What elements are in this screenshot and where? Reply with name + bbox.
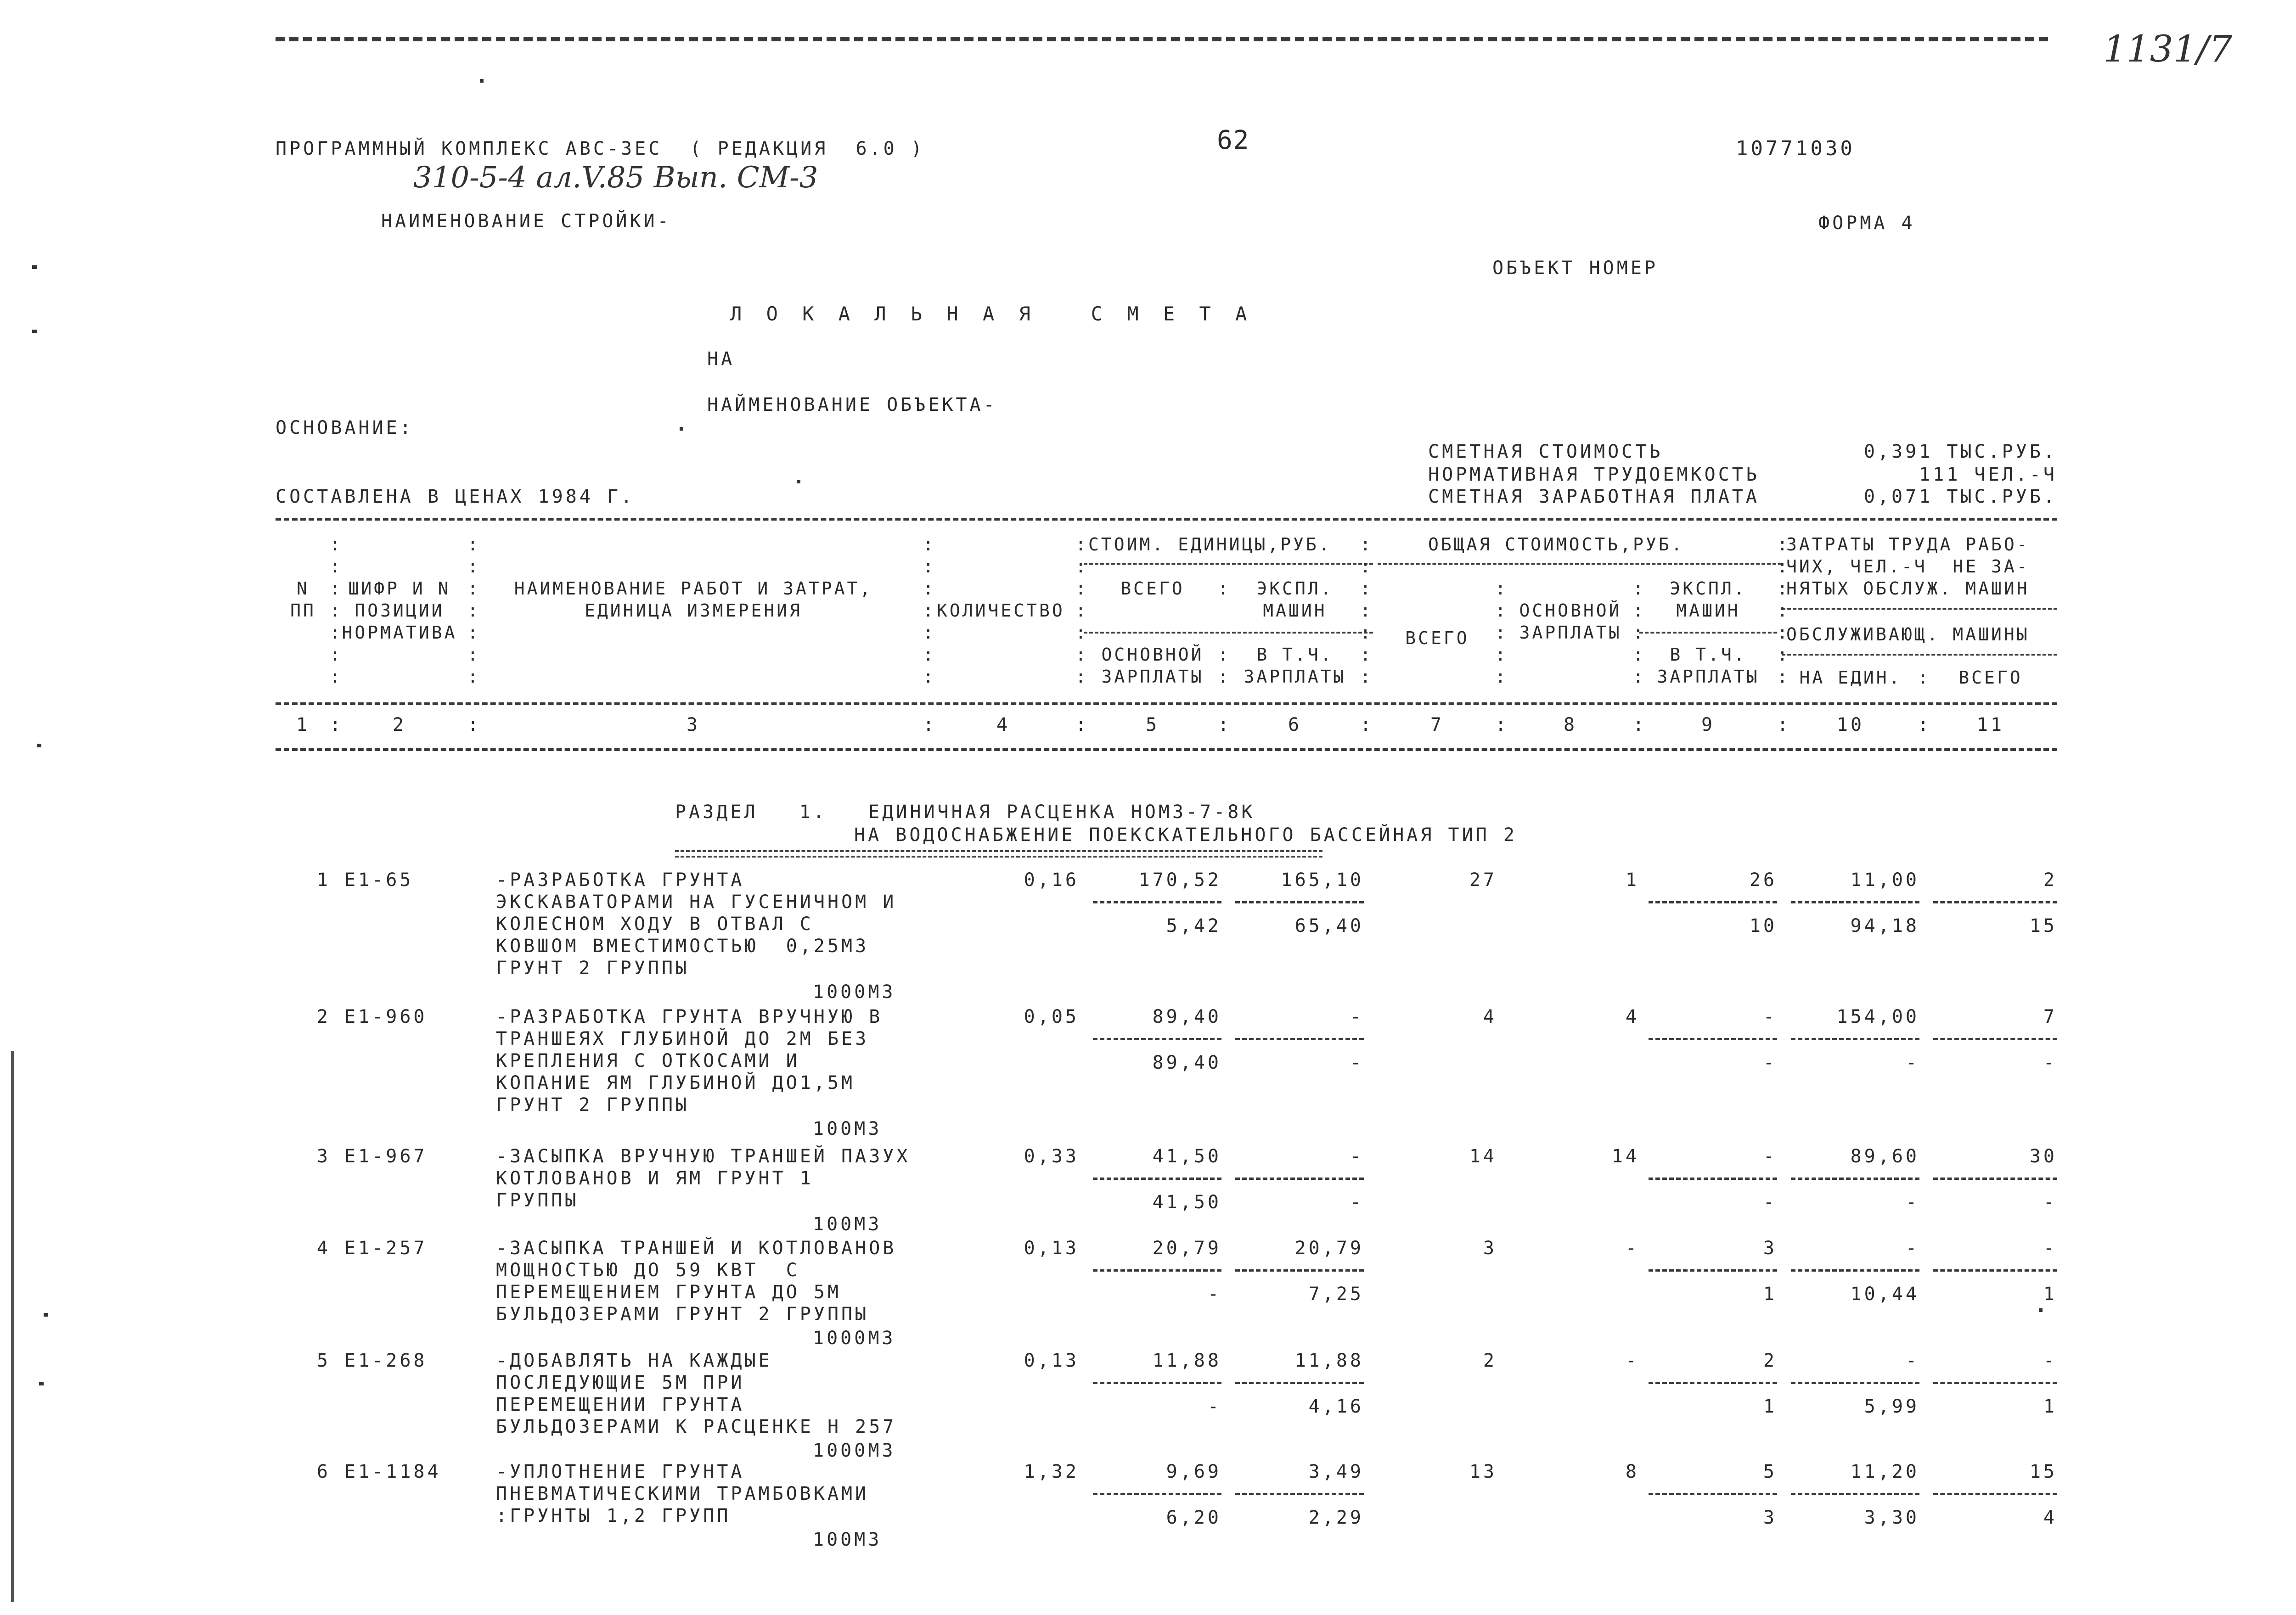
col-separators-8: : : : : : <box>1633 578 1646 687</box>
row-code: Е1-960 <box>344 1006 428 1027</box>
row-code: Е1-1184 <box>344 1461 441 1482</box>
row-subrule <box>1093 1269 1221 1272</box>
row-unit: 100М3 <box>813 1214 882 1235</box>
document-title: Л О К А Л Ь Н А Я С М Е Т А <box>730 303 1254 325</box>
row-subrule <box>1649 1382 1777 1384</box>
row-unit-machine: 11,88 <box>1294 1350 1364 1371</box>
row-labor-unit-b: 3,30 <box>1864 1507 1919 1528</box>
page-number: 62 <box>1217 125 1250 155</box>
row-total-wage: - <box>1625 1350 1639 1371</box>
row-unit-wage: 89,40 <box>1152 1052 1221 1073</box>
col-header-9a: ЭКСПЛ. МАШИН <box>1670 578 1747 621</box>
col-header-qty: КОЛИЧЕСТВО <box>937 600 1065 621</box>
row-labor-total: 2 <box>2043 869 2057 891</box>
header-rule-mid <box>276 702 2057 705</box>
row-unit-machine-wage: - <box>1350 1052 1364 1073</box>
col-number: 9 <box>1701 714 1716 735</box>
col-number: 4 <box>996 714 1011 735</box>
row-labor-total: - <box>2043 1350 2057 1371</box>
row-subrule <box>1933 1493 2057 1495</box>
row-labor-unit-b: 5,99 <box>1864 1396 1919 1417</box>
col-number: 6 <box>1288 714 1302 735</box>
row-unit: 100М3 <box>813 1529 882 1550</box>
row-total: 27 <box>1469 869 1497 891</box>
row-subrule <box>1235 1038 1364 1040</box>
row-labor-total-b: 1 <box>2043 1284 2057 1305</box>
col-number: 10 <box>1836 714 1865 735</box>
scan-speck <box>32 265 37 269</box>
row-labor-total: 7 <box>2043 1006 2057 1027</box>
row-code: Е1-967 <box>344 1146 428 1167</box>
col-number-separators: : <box>1075 714 1090 735</box>
col-number-separators: : <box>1777 714 1791 735</box>
document-number: 10771030 <box>1736 137 1855 160</box>
row-unit-machine-wage: 7,25 <box>1308 1284 1364 1305</box>
row-unit-machine: 20,79 <box>1294 1238 1364 1259</box>
row-unit-machine-wage: 4,16 <box>1308 1396 1364 1417</box>
row-unit-machine: - <box>1350 1146 1364 1167</box>
column-numbers-row <box>0 714 2296 741</box>
row-subrule <box>1791 901 1919 903</box>
row-total-wage: 14 <box>1611 1146 1639 1167</box>
row-number: 6 <box>316 1461 331 1482</box>
row-unit-total: 170,52 <box>1138 869 1221 891</box>
row-subrule <box>1649 1493 1777 1495</box>
row-total-machine-wage: - <box>1763 1052 1777 1073</box>
prices-label: СОСТАВЛЕНА В ЦЕНАХ 1984 Г. <box>276 486 635 507</box>
row-number: 4 <box>316 1238 331 1259</box>
row-unit-total: 9,69 <box>1166 1461 1221 1482</box>
col-number: 3 <box>686 714 701 735</box>
row-total-machine-wage: - <box>1763 1192 1777 1213</box>
row-labor-total-b: 4 <box>2043 1507 2057 1528</box>
row-subrule <box>1235 1269 1364 1272</box>
header-rule-top <box>276 518 2057 521</box>
row-subrule <box>1235 1178 1364 1180</box>
col-number-separators: : <box>1495 714 1509 735</box>
object-number-label: ОБЪЕКТ НОМЕР <box>1492 258 1658 279</box>
top-dash-row <box>276 37 2048 41</box>
section-underline <box>675 850 1322 858</box>
row-total-machine: 26 <box>1749 869 1777 891</box>
col-number: 7 <box>1430 714 1445 735</box>
subrule-machine <box>1639 632 1777 634</box>
row-subrule <box>1649 901 1777 903</box>
col-separators-7: : : : : : <box>1495 578 1508 687</box>
summary-value-cost: 0,391 ТЫС.РУБ. <box>1863 441 2057 462</box>
col-number-separators: : <box>467 714 482 735</box>
col-number-separators: : <box>1633 714 1647 735</box>
row-description: -УПЛОТНЕНИЕ ГРУНТА ПНЕВМАТИЧЕСКИМИ ТРАМБОВКАМИ :ГРУНТЫ 1,2 ГРУПП <box>496 1461 869 1526</box>
summary-label-wage: СМЕТНАЯ ЗАРАБОТНАЯ ПЛАТА <box>1428 486 1760 507</box>
col-number: 2 <box>392 714 407 735</box>
row-description: -РАЗРАБОТКА ГРУНТА ЭКСКАВАТОРАМИ НА ГУСЕНИЧНОМ И КОЛЕСНОМ ХОДУ В ОТВАЛ С КОВШОМ ВМЕСТИМОСТЬЮ 0,25М3 ГРУНТ 2 ГРУППЫ <box>496 869 897 979</box>
row-total: 4 <box>1483 1006 1497 1027</box>
summary-label-cost: СМЕТНАЯ СТОИМОСТЬ <box>1428 441 1663 462</box>
scan-speck <box>39 1382 44 1385</box>
program-title: ПРОГРАММНЫЙ КОМПЛЕКС АВС-3ЕС ( РЕДАКЦИЯ 6.0 ) <box>276 138 925 159</box>
summary-value-labor: 111 ЧЕЛ.-Ч <box>1919 464 2057 485</box>
row-subrule <box>1093 1038 1221 1040</box>
row-quantity: 0,13 <box>1024 1238 1079 1259</box>
row-unit-total: 89,40 <box>1152 1006 1221 1027</box>
row-quantity: 0,16 <box>1024 869 1079 891</box>
col-header-name: НАИМЕНОВАНИЕ РАБОТ И ЗАТРАТ, ЕДИНИЦА ИЗМЕРЕНИЯ <box>514 578 873 621</box>
row-number: 3 <box>316 1146 331 1167</box>
row-total-machine-wage: 10 <box>1749 915 1777 936</box>
row-unit-machine-wage: - <box>1350 1192 1364 1213</box>
row-subrule <box>1093 901 1221 903</box>
scan-left-edge <box>11 1051 14 1602</box>
row-subrule <box>1093 1178 1221 1180</box>
row-labor-unit: - <box>1905 1350 1919 1371</box>
col-header-totalcost: ОБЩАЯ СТОИМОСТЬ,РУБ. <box>1428 534 1684 555</box>
row-unit-wage: 6,20 <box>1166 1507 1221 1528</box>
section-subheading: НА ВОДОСНАБЖЕНИЕ ПОЕКСКАТЕЛЬНОГО БАССЕЙНАЯ ТИП 2 <box>854 824 1517 846</box>
row-quantity: 1,32 <box>1024 1461 1079 1482</box>
scan-speck <box>480 79 484 83</box>
col-header-6a: ЭКСПЛ. МАШИН <box>1256 578 1334 621</box>
row-quantity: 0,33 <box>1024 1146 1079 1167</box>
row-subrule <box>1093 1382 1221 1384</box>
row-labor-total-b: - <box>2043 1052 2057 1073</box>
row-unit-wage: - <box>1207 1396 1221 1417</box>
row-labor-total: 15 <box>2029 1461 2057 1482</box>
row-total: 13 <box>1469 1461 1497 1482</box>
row-description: -ЗАСЫПКА ТРАНШЕЙ И КОТЛОВАНОВ МОЩНОСТЬЮ ДО 59 КВТ С ПЕРЕМЕЩЕНИЕМ ГРУНТА ДО 5М БУЛЬДОЗЕРАМИ ГРУНТ 2 ГРУППЫ <box>496 1238 897 1325</box>
scan-speck <box>2039 1308 2043 1312</box>
col-header-7: ВСЕГО <box>1405 628 1469 648</box>
row-unit-machine-wage: 65,40 <box>1294 915 1364 936</box>
row-unit-total: 11,88 <box>1152 1350 1221 1371</box>
object-name-label: НАЙМЕНОВАНИЕ ОБЪЕКТА- <box>707 394 997 415</box>
row-code: Е1-65 <box>344 869 414 891</box>
col-number-separators: : <box>330 714 344 735</box>
construction-label: НАИМЕНОВАНИЕ СТРОЙКИ- <box>381 211 671 232</box>
summary-value-wage: 0,071 ТЫС.РУБ. <box>1863 486 2057 507</box>
col-header-6b: В Т.Ч. ЗАРПЛАТЫ <box>1244 645 1346 687</box>
row-subrule <box>1933 901 2057 903</box>
row-labor-unit: - <box>1905 1238 1919 1259</box>
row-unit: 1000М3 <box>813 1440 896 1461</box>
row-total: 2 <box>1483 1350 1497 1371</box>
col-number-separators: : <box>1918 714 1932 735</box>
col-header-9b: В Т.Ч. ЗАРПЛАТЫ <box>1657 645 1760 687</box>
col-header-11: ВСЕГО <box>1958 667 2023 688</box>
row-unit-machine: 165,10 <box>1281 869 1364 891</box>
col-header-n: N ПП <box>290 578 316 621</box>
row-code: Е1-268 <box>344 1350 428 1371</box>
subrule-totalcost <box>1378 563 1782 565</box>
col-header-unitcost: СТОИМ. ЕДИНИЦЫ,РУБ. <box>1088 534 1332 555</box>
col-separators-10: : <box>1918 667 1930 688</box>
col-separators-6: : : : : : : : <box>1360 534 1373 687</box>
scan-speck <box>44 1313 48 1317</box>
col-number: 5 <box>1145 714 1160 735</box>
row-total: 14 <box>1469 1146 1497 1167</box>
row-total-machine: 5 <box>1763 1461 1777 1482</box>
header-rule-bottom <box>276 748 2057 751</box>
row-total-machine: - <box>1763 1146 1777 1167</box>
row-labor-unit-b: 94,18 <box>1850 915 1919 936</box>
row-unit: 100М3 <box>813 1118 882 1139</box>
row-subrule <box>1649 1269 1777 1272</box>
row-subrule <box>1791 1178 1919 1180</box>
row-subrule <box>1791 1038 1919 1040</box>
row-subrule <box>1791 1493 1919 1495</box>
row-quantity: 0,05 <box>1024 1006 1079 1027</box>
col-number-separators: : <box>1360 714 1374 735</box>
row-unit-machine-wage: 2,29 <box>1308 1507 1364 1528</box>
sheet-mark: 1131/7 <box>2103 28 2233 70</box>
row-subrule <box>1933 1382 2057 1384</box>
summary-label-labor: НОРМАТИВНАЯ ТРУДОЕМКОСТЬ <box>1428 464 1760 485</box>
scan-speck <box>680 427 683 431</box>
col-number-separators: : <box>923 714 937 735</box>
row-labor-unit-b: - <box>1905 1192 1919 1213</box>
col-separators-3: : : : : : : : <box>923 534 936 687</box>
row-total-machine-wage: 1 <box>1763 1284 1777 1305</box>
row-total-wage: - <box>1625 1238 1639 1259</box>
row-subrule <box>1235 1382 1364 1384</box>
row-code: Е1-257 <box>344 1238 428 1259</box>
row-unit-wage: 41,50 <box>1152 1192 1221 1213</box>
subrule-labor-2 <box>1782 654 2057 656</box>
scan-speck <box>32 330 37 333</box>
col-separators-5: : : : <box>1218 578 1231 687</box>
form-label: ФОРМА 4 <box>1818 213 1915 234</box>
row-description: -РАЗРАБОТКА ГРУНТА ВРУЧНУЮ В ТРАНШЕЯХ ГЛУБИНОЙ ДО 2М БЕЗ КРЕПЛЕНИЯ С ОТКОСАМИ И КОПАНИЕ ЯМ ГЛУБИНОЙ ДО1,5М ГРУНТ 2 ГРУППЫ <box>496 1006 883 1116</box>
col-header-10: НА ЕДИН. <box>1799 667 1902 688</box>
row-unit-machine: 3,49 <box>1308 1461 1364 1482</box>
row-unit: 1000М3 <box>813 981 896 1003</box>
subrule-labor <box>1782 608 2057 610</box>
row-unit-total: 41,50 <box>1152 1146 1221 1167</box>
row-subrule <box>1649 1178 1777 1180</box>
row-total-machine-wage: 3 <box>1763 1507 1777 1528</box>
row-labor-unit-b: - <box>1905 1052 1919 1073</box>
row-subrule <box>1933 1269 2057 1272</box>
row-labor-total-b: 1 <box>2043 1396 2057 1417</box>
row-total-machine: 3 <box>1763 1238 1777 1259</box>
scan-speck <box>37 744 41 747</box>
row-total-machine: - <box>1763 1006 1777 1027</box>
row-subrule <box>1235 901 1364 903</box>
col-header-labor: ЗАТРАТЫ ТРУДА РАБО- ЧИХ, ЧЕЛ.-Ч НЕ ЗА- НЯТЫХ ОБСЛУЖ. МАШИН <box>1786 534 2030 599</box>
col-header-code: ШИФР И N ПОЗИЦИИ НОРМАТИВА <box>342 578 457 643</box>
section-heading: РАЗДЕЛ 1. ЕДИНИЧНАЯ РАСЦЕНКА НОМЗ-7-8К <box>675 802 1255 823</box>
col-header-8: ОСНОВНОЙ ЗАРПЛАТЫ <box>1519 600 1622 643</box>
row-unit-total: 20,79 <box>1152 1238 1221 1259</box>
col-header-5b: ОСНОВНОЙ ЗАРПЛАТЫ <box>1101 645 1204 687</box>
row-unit-machine: - <box>1350 1006 1364 1027</box>
row-labor-unit: 89,60 <box>1850 1146 1919 1167</box>
col-separators: : : : : : : : <box>330 534 343 687</box>
row-unit: 1000М3 <box>813 1328 896 1349</box>
row-labor-total: 30 <box>2029 1146 2057 1167</box>
subrule-unitcost <box>1084 563 1373 565</box>
basis-label: ОСНОВАНИЕ: <box>276 417 414 438</box>
row-labor-unit: 11,20 <box>1850 1461 1919 1482</box>
row-description: -ЗАСЫПКА ВРУЧНУЮ ТРАНШЕЙ ПАЗУХ КОТЛОВАНОВ И ЯМ ГРУНТ 1 ГРУППЫ <box>496 1146 911 1211</box>
col-separators-4: : : : : : : : <box>1075 534 1088 687</box>
row-number: 2 <box>316 1006 331 1027</box>
row-subrule <box>1093 1493 1221 1495</box>
row-total-machine: 2 <box>1763 1350 1777 1371</box>
row-subrule <box>1933 1178 2057 1180</box>
na-label: НА <box>707 348 735 370</box>
row-subrule <box>1791 1269 1919 1272</box>
row-number: 1 <box>316 869 331 891</box>
col-header-5a: ВСЕГО <box>1120 578 1185 599</box>
row-labor-unit-b: 10,44 <box>1850 1284 1919 1305</box>
row-total-machine-wage: 1 <box>1763 1396 1777 1417</box>
row-subrule <box>1649 1038 1777 1040</box>
row-subrule <box>1933 1038 2057 1040</box>
handwritten-reference: 310-5-4 ал.V.85 Вып. СМ-3 <box>413 161 818 195</box>
scan-speck <box>797 480 800 483</box>
row-labor-total: - <box>2043 1238 2057 1259</box>
row-labor-unit: 11,00 <box>1850 869 1919 891</box>
row-labor-total-b: 15 <box>2029 915 2057 936</box>
row-unit-wage: 5,42 <box>1166 915 1221 936</box>
row-total-wage: 1 <box>1625 869 1639 891</box>
row-labor-total-b: - <box>2043 1192 2057 1213</box>
row-total-wage: 8 <box>1625 1461 1639 1482</box>
row-unit-wage: - <box>1207 1284 1221 1305</box>
row-subrule <box>1791 1382 1919 1384</box>
col-number: 11 <box>1976 714 2005 735</box>
col-number: 8 <box>1563 714 1578 735</box>
row-subrule <box>1235 1493 1364 1495</box>
row-description: -ДОБАВЛЯТЬ НА КАЖДЫЕ ПОСЛЕДУЮЩИЕ 5М ПРИ ПЕРЕМЕЩЕНИИ ГРУНТА БУЛЬДОЗЕРАМИ К РАСЦЕНКЕ Н 257 <box>496 1350 897 1437</box>
col-header-labor-b: ОБСЛУЖИВАЮЩ. МАШИНЫ <box>1786 624 2030 645</box>
row-quantity: 0,13 <box>1024 1350 1079 1371</box>
col-number: 1 <box>296 714 310 735</box>
row-total: 3 <box>1483 1238 1497 1259</box>
col-separators-2: : : : : : : : <box>467 534 480 687</box>
col-separators-9: : : : : : : : <box>1777 534 1790 687</box>
col-number-separators: : <box>1218 714 1232 735</box>
row-labor-unit: 154,00 <box>1836 1006 1919 1027</box>
row-number: 5 <box>316 1350 331 1371</box>
row-total-wage: 4 <box>1625 1006 1639 1027</box>
